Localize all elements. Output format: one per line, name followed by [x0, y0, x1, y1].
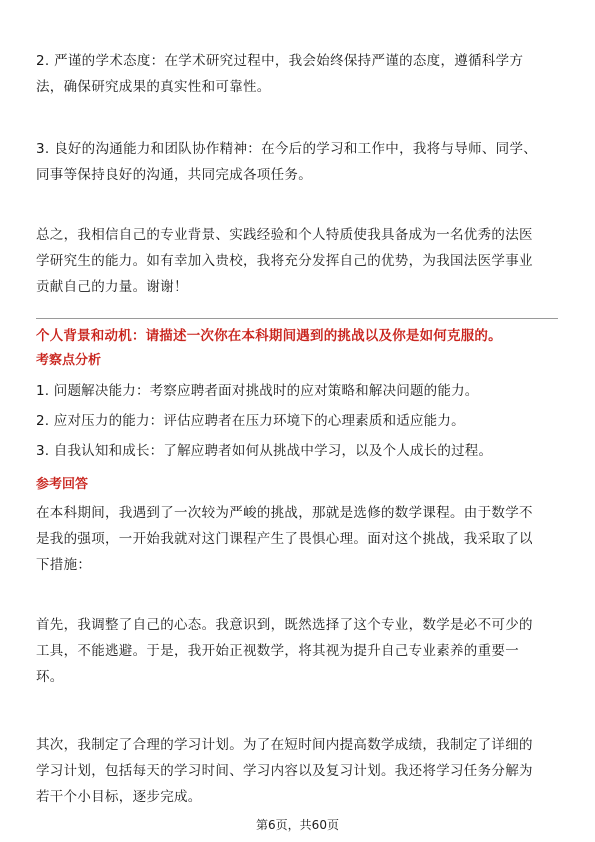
question-heading: 个人背景和动机：请描述一次你在本科期间遇到的挑战以及你是如何克服的。: [36, 328, 502, 344]
section-divider: [36, 318, 558, 319]
body-paragraph-conclusion: 总之，我相信自己的专业背景、实践经验和个人特质使我具备成为一名优秀的法医 学研究生的能力。如有幸加入贵校，我将充分发挥自己的优势，为我国法医学事业 贡献自己的力量。谢谢！: [36, 227, 533, 295]
body-paragraph-communication: 3. 良好的沟通能力和团队协作精神：在今后的学习和工作中，我将与导师、同学、 同事等保持良好的沟通，共同完成各项任务。: [36, 141, 538, 183]
analysis-point: 3. 自我认知和成长：了解应聘者如何从挑战中学习，以及个人成长的过程。: [36, 443, 493, 459]
answer-paragraph: 在本科期间，我遇到了一次较为严峻的挑战，那就是选修的数学课程。由于数学不 是我的强项，一开始我就对这门课程产生了畏惧心理。面对这个挑战，我采取了以 下措施：: [36, 505, 533, 573]
analysis-point: 2. 应对压力的能力：评估应聘者在压力环境下的心理素质和适应能力。: [36, 413, 465, 429]
body-paragraph-academic-attitude: 2. 严谨的学术态度：在学术研究过程中，我会始终保持严谨的态度，遵循科学方 法，确保研究成果的真实性和可靠性。: [36, 53, 524, 95]
analysis-heading: 考察点分析: [36, 353, 102, 368]
answer-paragraph: 其次，我制定了合理的学习计划。为了在短时间内提高数学成绩，我制定了详细的 学习计划，包括每天的学习时间、学习内容以及复习计划。我还将学习任务分解为 若干个小目标，逐步完成。: [36, 737, 533, 805]
answer-paragraph: 首先，我调整了自己的心态。我意识到，既然选择了这个专业，数学是必不可少的 工具，不能逃避。于是，我开始正视数学，将其视为提升自己专业素养的重要一 环。: [36, 617, 533, 685]
page-number-footer: 第6页，共60页: [256, 818, 339, 832]
answer-heading: 参考回答: [36, 477, 89, 492]
analysis-point: 1. 问题解决能力：考察应聘者面对挑战时的应对策略和解决问题的能力。: [36, 383, 479, 399]
